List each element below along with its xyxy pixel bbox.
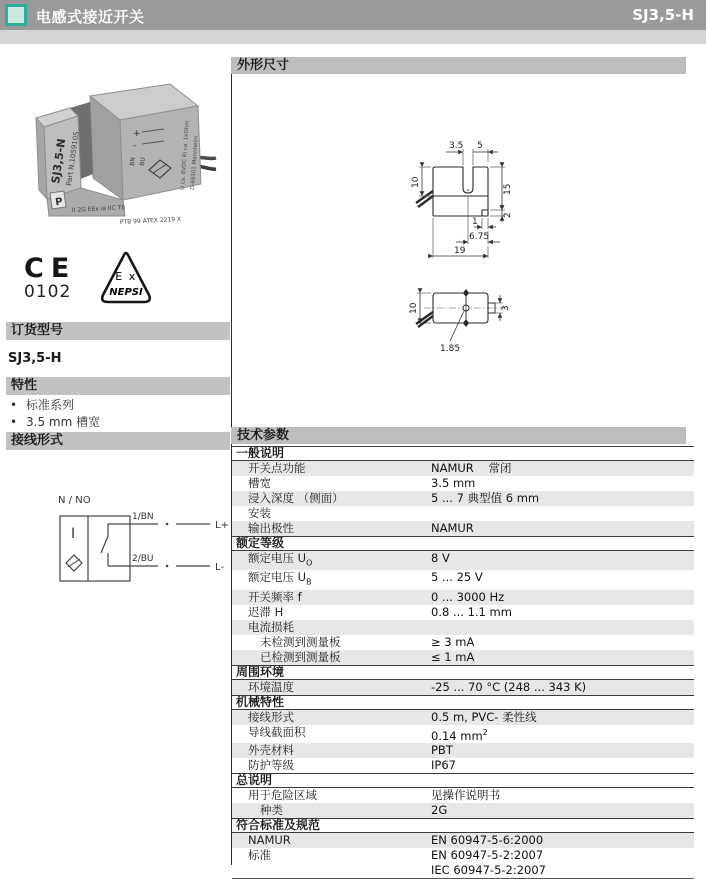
tech-row-label: [248, 680, 431, 695]
dim-step-offset: 1: [472, 217, 478, 227]
tech-row-label: [248, 758, 431, 773]
header-sub-band: [0, 30, 706, 44]
tech-row-label: [248, 551, 431, 570]
bullet-icon: •: [10, 398, 18, 412]
photo-bu-mark: BU: [139, 157, 147, 167]
section-header-tech: 技术参数: [231, 427, 686, 444]
tech-row-label-text: 开关点功能: [248, 461, 306, 475]
wiring-wire2-label: 2/BU: [132, 554, 154, 564]
tech-row-value: 0.8 ... 1.1 mm: [431, 604, 512, 619]
tech-row-value: 5 ... 25 V: [431, 570, 483, 585]
tech-row-value: NAMUR: [431, 521, 474, 535]
tech-row: [232, 521, 694, 536]
tech-row-label-text: 用于危险区域: [248, 788, 317, 803]
photo-city-text: D-68301 Mannheim: [190, 135, 200, 191]
photo-plus-mark: +: [133, 129, 141, 139]
tech-row-value: EN 60947-5-2:2007: [431, 848, 544, 863]
ce-number: 0102: [24, 282, 72, 302]
tech-row-label: [248, 788, 431, 803]
wiring-diagram: [30, 486, 230, 611]
tech-row-value-wrap: [431, 758, 456, 773]
tech-row-value-wrap: [431, 650, 474, 665]
tech-row-label: [248, 570, 431, 589]
tech-parameters-table: [232, 446, 694, 879]
tech-row: [232, 743, 694, 758]
tech-row-label-text: 环境温度: [248, 679, 294, 694]
nepsi-ex-logo: [97, 249, 155, 311]
tech-row: [232, 680, 694, 695]
tech-row-value-wrap: [431, 590, 504, 605]
tech-row: [232, 848, 694, 878]
tech-row-value: 0.5 m, PVC- 柔性线: [431, 709, 537, 724]
tech-row-value: EN 60947-5-6:2000: [431, 833, 544, 848]
tech-row-label-text: 浸入深度 （侧面）: [248, 491, 344, 505]
tech-row-label: [260, 635, 431, 650]
tech-row-value: PBT: [431, 743, 453, 758]
tech-row-label-text: 电流损耗: [248, 619, 294, 634]
tech-row: [232, 476, 694, 491]
dim-hole-offset: 1.85: [440, 344, 461, 354]
tech-row-value: 见操作说明书: [431, 788, 500, 803]
tech-row: [232, 788, 694, 803]
tech-row-value: 0 ... 3000 Hz: [431, 589, 505, 604]
tech-row-label-text: 标准: [248, 848, 271, 863]
tech-row-label-text: 接线形式: [248, 709, 294, 724]
tech-row-value-wrap: [431, 680, 586, 695]
tech-row-label-text: 未检测到测量板: [260, 634, 341, 649]
tech-row: [232, 758, 694, 773]
tech-row-label-text: 防护等级: [248, 758, 294, 773]
tech-row: [232, 461, 694, 476]
dim-total-width: 19: [454, 246, 466, 256]
tech-row-label: [248, 521, 431, 536]
header-model-number: SJ3,5-H: [632, 6, 694, 24]
tech-row-value-wrap: [431, 605, 512, 620]
tech-row-value: ≥ 3 mA: [431, 634, 475, 649]
wiring-lplus-label: L+: [215, 520, 229, 531]
ce-mark-block: [24, 255, 76, 301]
photo-model-label: SJ3,5-N: [49, 137, 69, 185]
tech-row: [232, 605, 694, 620]
tech-row-value: ≤ 1 mA: [431, 649, 475, 664]
tech-row-value-wrap: [431, 461, 511, 476]
tech-row-value-wrap: [431, 570, 483, 589]
tech-row-value: 0.14 mm: [431, 728, 483, 743]
tech-row-label-text: 额定电压 U: [248, 570, 307, 585]
tech-row-label: [260, 803, 431, 818]
tech-section-header: 符合标准及规范: [232, 818, 694, 833]
tech-section-header: 周围环境: [232, 665, 694, 680]
photo-minus-mark: -: [133, 141, 137, 151]
dim-step: 2: [503, 212, 513, 218]
tech-row-label: [248, 476, 431, 491]
tech-row-label: [248, 491, 431, 506]
tech-row: [232, 620, 694, 635]
tech-row-label: [248, 833, 431, 848]
section-header-dimensions: 外形尺寸: [231, 57, 686, 74]
page-header-bar: [0, 0, 706, 30]
section-header-wiring: 接线形式: [6, 432, 230, 450]
tech-row-value-wrap: [431, 521, 474, 536]
tech-row-label: [248, 605, 431, 620]
tech-row-label-text: 种类: [260, 803, 283, 818]
tech-row-value-wrap: [431, 725, 488, 744]
dimension-drawing-front: [398, 132, 573, 282]
tech-row-value: 3.5 mm: [431, 476, 476, 490]
tech-row-label-text: 迟滞 H: [248, 604, 284, 619]
tech-row-value-wrap: [431, 803, 447, 818]
tech-row-label-subscript: O: [306, 558, 313, 568]
tech-row: [232, 551, 694, 570]
page-title: 电感式接近开关: [36, 8, 145, 26]
feature-item-label: 标准系列: [26, 398, 75, 412]
tech-row: [232, 725, 694, 744]
tech-row-label: [248, 620, 431, 635]
tech-row-label: [260, 650, 431, 665]
tech-section-header: 一般说明: [232, 446, 694, 461]
tech-row: [232, 491, 694, 506]
photo-volt-text: U ca. 8VDC Ri ca. 1kOhm: [180, 120, 191, 191]
nepsi-ex-text: E x: [115, 270, 137, 283]
wiring-wire1-label: 1/BN: [132, 512, 154, 522]
tech-row-label: [248, 743, 431, 758]
tech-row-value-wrap: [431, 476, 475, 491]
photo-bn-mark: BN: [129, 156, 137, 167]
tech-row-label-text: 外壳材料: [248, 743, 294, 758]
product-photo: [12, 66, 217, 236]
tech-section-header: 机械特性: [232, 695, 694, 710]
tech-row-label-subscript: B: [306, 577, 312, 587]
tech-section-header: 总说明: [232, 773, 694, 788]
wiring-mode-label: N / NO: [58, 495, 91, 506]
tech-row-label: [248, 590, 431, 605]
tech-row-label: [248, 725, 431, 744]
order-model-number: SJ3,5-H: [8, 351, 62, 366]
tech-row-label-text: 安装: [248, 506, 271, 520]
dim-top-height: 10: [409, 302, 419, 314]
tech-row: [232, 635, 694, 650]
tech-row-label: [248, 848, 431, 878]
tech-row-label-text: 开关频率 f: [248, 589, 302, 604]
wiring-lminus-label: L-: [215, 562, 225, 573]
tech-row-value-line2: IEC 60947-5-2:2007: [431, 863, 546, 878]
features-list: [10, 397, 100, 431]
tech-row-label-text: 导线截面积: [248, 724, 306, 739]
tech-row-label-text: 额定电压 U: [248, 551, 307, 565]
section-header-features: 特性: [6, 377, 230, 395]
brand-icon: [5, 4, 27, 26]
tech-row-value-wrap: [431, 635, 474, 650]
tech-row: [232, 570, 694, 589]
tech-row-value: 5 ... 7 典型值 6 mm: [431, 491, 540, 505]
front-outline: [435, 167, 488, 216]
tech-row-value: IP67: [431, 758, 456, 773]
tech-section-header: 额定等级: [232, 536, 694, 551]
tech-row-value: 2G: [431, 803, 448, 818]
tech-row-value: -25 ... 70 °C (248 ... 343 K): [431, 679, 587, 694]
dim-right-height: 15: [503, 183, 513, 195]
tech-row-value-wrap: [431, 491, 539, 506]
tech-row-label: [248, 461, 431, 476]
tech-row: [232, 506, 694, 521]
section-header-order: 订货型号: [6, 322, 230, 340]
tech-row-value-wrap: [431, 848, 546, 878]
tech-row: [232, 590, 694, 605]
dim-slot-center-offset: 6.75: [469, 232, 490, 242]
tech-row: [232, 803, 694, 818]
tech-row-value-wrap: [431, 743, 453, 758]
dim-left-height: 10: [411, 176, 421, 188]
dim-slot-width: 3.5: [449, 141, 464, 151]
feature-item-label: 3.5 mm 槽宽: [26, 415, 101, 429]
tech-row-label-text: 已检测到测量板: [260, 649, 341, 664]
tech-row-value-wrap: [431, 710, 537, 725]
tech-row-label-text: 输出极性: [248, 521, 294, 535]
photo-cert1-text: PTB 99 ATEX 2219 X: [119, 215, 182, 226]
dim-tab-height: 3: [501, 305, 511, 311]
ce-logo: CE: [24, 253, 77, 284]
tech-row-value-superscript: 2: [482, 727, 488, 737]
sensor-front-face: [120, 106, 201, 200]
tech-row-value-wrap: [431, 788, 500, 803]
tech-row: [232, 833, 694, 848]
tech-row: [232, 710, 694, 725]
nepsi-name-text: NEPSI: [109, 287, 143, 298]
tech-row-label-text: 槽宽: [248, 476, 271, 490]
tech-row-value-wrap: [431, 833, 543, 848]
tech-row: [232, 650, 694, 665]
tech-row-value: 8 V: [431, 551, 450, 565]
tech-row-label: [248, 506, 431, 521]
bullet-icon: •: [10, 415, 18, 429]
pf-logo-letter: P: [54, 196, 64, 209]
tech-row-value-wrap: [431, 551, 450, 570]
tech-row-label-text: NAMUR: [248, 833, 291, 848]
feature-item: [10, 397, 100, 413]
wiring-sensor-current-symbol: I: [71, 526, 76, 542]
tech-row-label: [248, 710, 431, 725]
photo-part-label: Part N.105910S: [65, 131, 81, 187]
dim-right-offset: 5: [477, 141, 483, 151]
dimension-drawing-top: [398, 285, 573, 357]
photo-cert2-text: II 2G EEx ia IIC T6: [71, 204, 126, 214]
tech-row-value: NAMUR 常闭: [431, 461, 512, 475]
feature-item: [10, 414, 100, 430]
